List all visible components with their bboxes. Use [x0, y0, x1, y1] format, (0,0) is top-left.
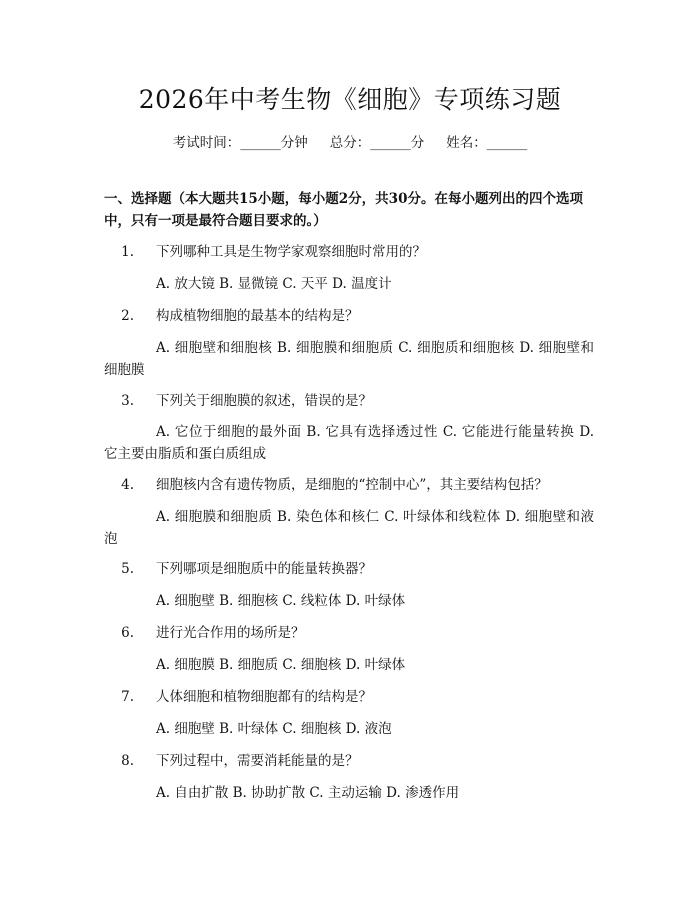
question-3 — [104, 390, 594, 412]
question-stem: 下列关于细胞膜的叙述，错误的是？ — [156, 393, 372, 409]
question-number: 4. — [121, 477, 134, 493]
question-number: 8. — [121, 753, 134, 769]
question-6 — [104, 622, 594, 644]
question-6-options: A. 细胞膜 B. 细胞质 C. 细胞核 D. 叶绿体 — [156, 657, 406, 673]
question-number: 2. — [121, 308, 134, 324]
question-number: 5. — [121, 561, 134, 577]
question-1-options: A. 放大镜 B. 显微镜 C. 天平 D. 温度计 — [156, 276, 392, 292]
question-number: 1. — [121, 244, 134, 260]
question-stem: 进行光合作用的场所是？ — [156, 625, 305, 641]
question-5-options: A. 细胞壁 B. 细胞核 C. 线粒体 D. 叶绿体 — [156, 593, 406, 609]
question-4-options: A. 细胞膜和细胞质 B. 染色体和核仁 C. 叶绿体和线粒体 D. 细胞壁和液泡 — [104, 509, 594, 547]
question-stem: 细胞核内含有遗传物质，是细胞的“控制中心”，其主要结构包括？ — [156, 477, 548, 493]
question-2 — [104, 305, 594, 327]
exam-meta — [0, 131, 700, 151]
question-1 — [104, 241, 594, 263]
question-stem: 下列哪项是细胞质中的能量转换器？ — [156, 561, 372, 577]
question-number: 6. — [121, 625, 134, 641]
question-7-options: A. 细胞壁 B. 叶绿体 C. 细胞核 D. 液泡 — [156, 721, 392, 737]
question-4 — [104, 474, 594, 496]
question-number: 7. — [121, 689, 134, 705]
student-name-field: 姓名：______ — [446, 135, 528, 151]
exam-time-field: 考试时间：______分钟 — [172, 135, 308, 151]
question-stem: 下列哪种工具是生物学家观察细胞时常用的？ — [156, 244, 426, 260]
question-7 — [104, 686, 594, 708]
question-number: 3. — [121, 393, 134, 409]
section-heading: 一、选择题（本大题共15小题，每小题2分，共30分。在每小题列出的四个选项中，只有一项是最符合题目要求的。） — [104, 191, 583, 229]
question-2-options: A. 细胞壁和细胞核 B. 细胞膜和细胞质 C. 细胞质和细胞核 D. 细胞壁和细胞膜 — [104, 340, 594, 378]
question-5 — [104, 558, 594, 580]
question-8-options: A. 自由扩散 B. 协助扩散 C. 主动运输 D. 渗透作用 — [156, 785, 460, 801]
question-8 — [104, 750, 594, 772]
question-stem: 人体细胞和植物细胞都有的结构是？ — [156, 689, 372, 705]
question-stem: 下列过程中，需要消耗能量的是？ — [156, 753, 359, 769]
page-title: 2026年中考生物《细胞》专项练习题 — [138, 85, 562, 114]
total-score-field: 总分：______分 — [329, 135, 425, 151]
question-stem: 构成植物细胞的最基本的结构是？ — [156, 308, 359, 324]
question-3-options: A. 它位于细胞的最外面 B. 它具有选择透过性 C. 它能进行能量转换 D. 它主要由脂质和蛋白质组成 — [104, 424, 594, 462]
